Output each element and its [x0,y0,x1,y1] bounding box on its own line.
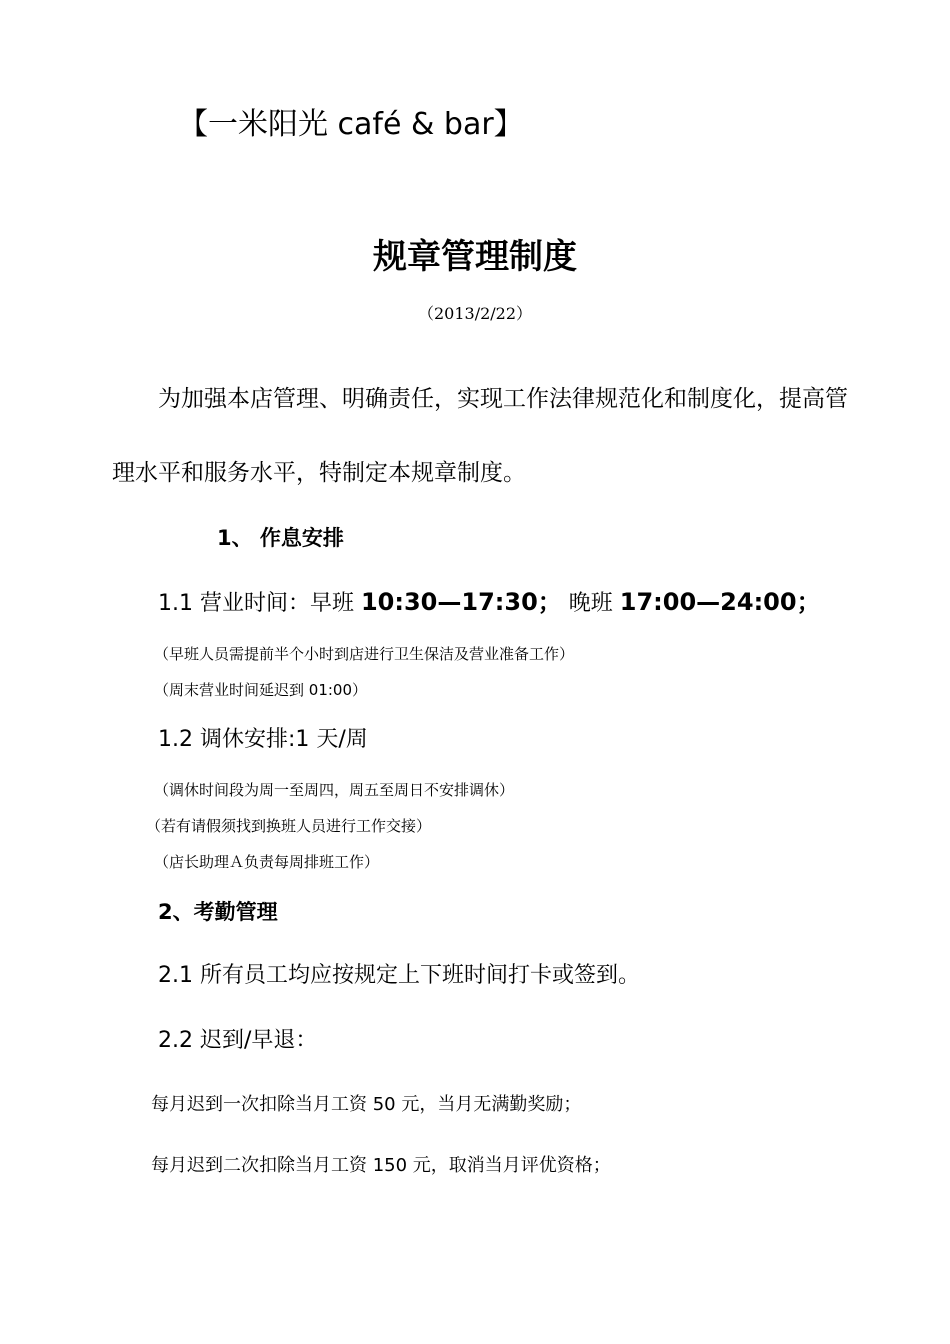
document-date: （2013/2/22） [417,304,533,323]
attendance-item-2-1: 2.1 所有员工均应按规定上下班时间打卡或签到。 [158,963,640,988]
section-2-heading: 2、考勤管理 [158,900,278,924]
business-hours-item [158,590,821,615]
brand-header: 【一米阳光 café & bar】 [178,107,524,142]
intro-paragraph-line-1: 为加强本店管理、明确责任，实现工作法律规范化和制度化，提高管 [158,386,848,412]
attendance-item-2-2: 2.2 迟到/早退： [158,1028,318,1053]
hours-note-2: （周末营业时间延迟到 01:00） [154,681,367,699]
evening-shift-hours: 17:00—24:00； [619,588,821,616]
rest-note-2: （若有请假须找到换班人员进行工作交接） [146,817,432,835]
morning-shift-hours: 10:30—17:30； [360,588,562,616]
document-title: 规章管理制度 [373,237,577,277]
section-1-heading: 1、 作息安排 [217,526,344,550]
rest-note-1: （调休时间段为周一至周四，周五至周日不安排调休） [154,781,515,799]
late-rule-2: 每月迟到二次扣除当月工资 150 元，取消当月评优资格； [151,1155,611,1176]
intro-paragraph-line-2: 理水平和服务水平，特制定本规章制度。 [112,460,526,486]
evening-shift-label: 晚班 [561,591,620,616]
late-rule-1: 每月迟到一次扣除当月工资 50 元，当月无满勤奖励； [151,1094,582,1115]
hours-note-1: （早班人员需提前半个小时到店进行卫生保洁及营业准备工作） [154,645,575,663]
rest-note-3: （店长助理Ａ负责每周排班工作） [154,853,380,871]
business-hours-prefix: 1.1 营业时间：早班 [158,591,361,616]
rest-schedule-item: 1.2 调休安排:1 天/周 [158,727,368,752]
